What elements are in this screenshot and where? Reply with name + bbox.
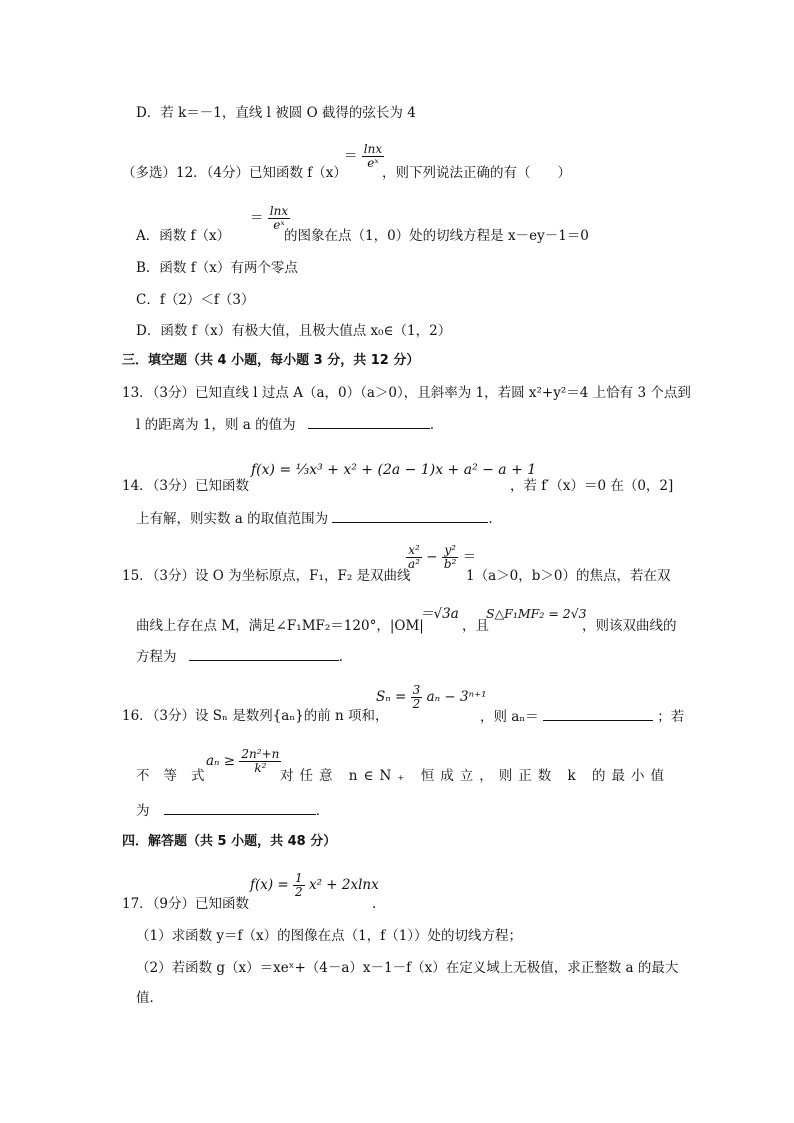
q16-line-3-text: 为 (136, 803, 150, 819)
q15-om-value: ＝√3a (420, 606, 459, 622)
q11-option-d: D．若 k＝－1，直线 l 被圆 O 截得的弦长为 4 (136, 105, 416, 121)
q17-formula (250, 872, 379, 899)
q16-an-suffix: ；若 (657, 709, 685, 725)
q15-line-3-text: 方程为 (136, 649, 177, 665)
q17-frac-num: 1 (295, 871, 303, 885)
q12-option-a-frac-num: lnx (269, 204, 289, 218)
q13-line-2-text: l 的距离为 1，则 a 的值为 (136, 417, 296, 433)
q15-suffix: 1（a＞0，b＞0）的焦点，若在双 (466, 568, 671, 584)
q14-suffix: ，若 f′（x）＝0 在（0，2] (510, 478, 674, 494)
q16-an-prompt (480, 706, 684, 727)
q15-line-2-a: 曲线上存在点 M，满足∠F₁MF₂＝120°，|OM| (136, 618, 424, 634)
q12-suffix: ，则下列说法正确的有（ ） (382, 165, 571, 181)
q12-prefix: （多选）12．（4分）已知函数 f（x） (122, 165, 347, 181)
q17-formula-label: f(x) = (250, 877, 294, 893)
q12-option-b: B．函数 f（x）有两个零点 (136, 260, 298, 276)
q16-line-2-prefix-text: 不等式 (136, 768, 219, 784)
q16-an-blank[interactable] (543, 706, 653, 721)
q12-stem (122, 163, 347, 183)
q15-frac-y-num: y² (442, 544, 459, 558)
q13-line-1: 13．（3分）已知直线 l 过点 A（a，0）（a＞0），且斜率为 1，若圆 x²+y²＝4 上恰有 3 个点到 (122, 385, 691, 401)
q15-frac-y (442, 544, 459, 571)
section-4-title: 四．解答题（共 5 小题，共 48 分） (122, 834, 337, 849)
q15-line-3: 方程为 ． (136, 646, 352, 667)
q16-line-3: 为 ． (136, 800, 329, 821)
q17-frac (293, 872, 305, 899)
q16-line-2-suffix: 对任意 n∈N₊ 恒成立，则正数 k 的最小值 (280, 768, 670, 784)
q17-part-2-end: 值． (136, 990, 163, 1006)
q15-prefix: 15．（3分）设 O 为坐标原点，F₁，F₂ 是双曲线 (122, 568, 411, 584)
q15-answer-blank[interactable] (189, 646, 339, 661)
q12-frac-num: lnx (363, 142, 383, 156)
q15-minus: − (426, 549, 438, 565)
q12-equals: ＝ (344, 148, 358, 164)
q15-frac-x-num: x² (406, 544, 422, 558)
q16-sn-frac-den: 2 (412, 697, 421, 711)
q17-formula-rest: x² + 2xlnx (308, 877, 379, 893)
q12-option-d: D．函数 f（x）有极大值，且极大值点 x₀∈（1，2） (136, 323, 452, 339)
q16-ineq-frac-den: k² (254, 761, 267, 775)
q14-line-2-text: 上有解，则实数 a 的取值范围为 (136, 511, 329, 527)
q16-ineq-label: aₙ ≥ (206, 753, 240, 769)
q14-answer-blank[interactable] (332, 508, 488, 523)
q14-line-2: 上有解，则实数 a 的取值范围为 ． (136, 508, 502, 529)
q14-prefix: 14．（3分）已知函数 (122, 478, 250, 494)
q16-sn-label: Sₙ = (376, 689, 411, 705)
q12-option-a-frac-den: eˣ (273, 218, 285, 232)
q16-k-blank[interactable] (164, 800, 316, 815)
q16-ineq-frac-num: 2n²+n (241, 747, 280, 761)
q16-prefix: 16．（3分）设 Sₙ 是数列{aₙ}的前 n 项和， (122, 708, 389, 724)
q15-frac-x (406, 544, 422, 571)
q15-line-2 (136, 616, 424, 636)
q12-frac (362, 143, 384, 170)
q16-sn-formula (376, 684, 487, 711)
q16-ineq-frac (239, 748, 281, 775)
q15-frac-y-den: b² (443, 557, 457, 571)
q15-frac-x-den: a² (408, 557, 420, 571)
q17-period: . (372, 896, 377, 912)
q13-answer-blank[interactable] (308, 414, 430, 429)
q16-sn-rest: aₙ − 3ⁿ⁺¹ (426, 689, 487, 705)
q16-sn-frac (411, 684, 423, 711)
q17-prefix: 17．（9分）已知函数 (122, 896, 250, 912)
q12-option-c: C．f（2）＜f（3） (136, 292, 255, 308)
q12-fraction (344, 143, 384, 170)
q17-frac-den: 2 (295, 885, 303, 899)
q12-option-a-suffix: 的图象在点（1，0）处的切线方程是 x－ey－1＝0 (284, 228, 589, 244)
q13-line-2: l 的距离为 1，则 a 的值为 ． (136, 414, 443, 435)
q12-frac-den: eˣ (367, 156, 379, 170)
q15-line-2-c: ，且 (462, 618, 489, 634)
q17-part-1: （1）求函数 y＝f（x）的图像在点（1，f（1））处的切线方程； (136, 928, 523, 944)
q17-part-2: （2）若函数 g（x）＝xeˣ+（4－a）x－1－f（x）在定义域上无极值，求正整数 a 的最大 (136, 960, 679, 976)
section-3-title: 三．填空题（共 4 小题，每小题 3 分，共 12 分） (122, 353, 420, 368)
q16-an-text: ，则 aₙ＝ (480, 709, 539, 725)
q16-sn-frac-num: 3 (412, 683, 421, 697)
q15-area-formula: S△F₁MF₂ = 2√3 (486, 606, 587, 621)
q12-option-a-equals: ＝ (250, 210, 264, 226)
q12-option-a-prefix: A．函数 f（x） (136, 228, 231, 244)
q15-equals: ＝ (462, 549, 477, 565)
q16-line-2-prefix (136, 766, 219, 786)
q15-line-2-e: ，则该双曲线的 (582, 618, 677, 634)
q14-formula: f(x) = ⅓x³ + x² + (2a − 1)x + a² − a + 1 (251, 462, 537, 478)
